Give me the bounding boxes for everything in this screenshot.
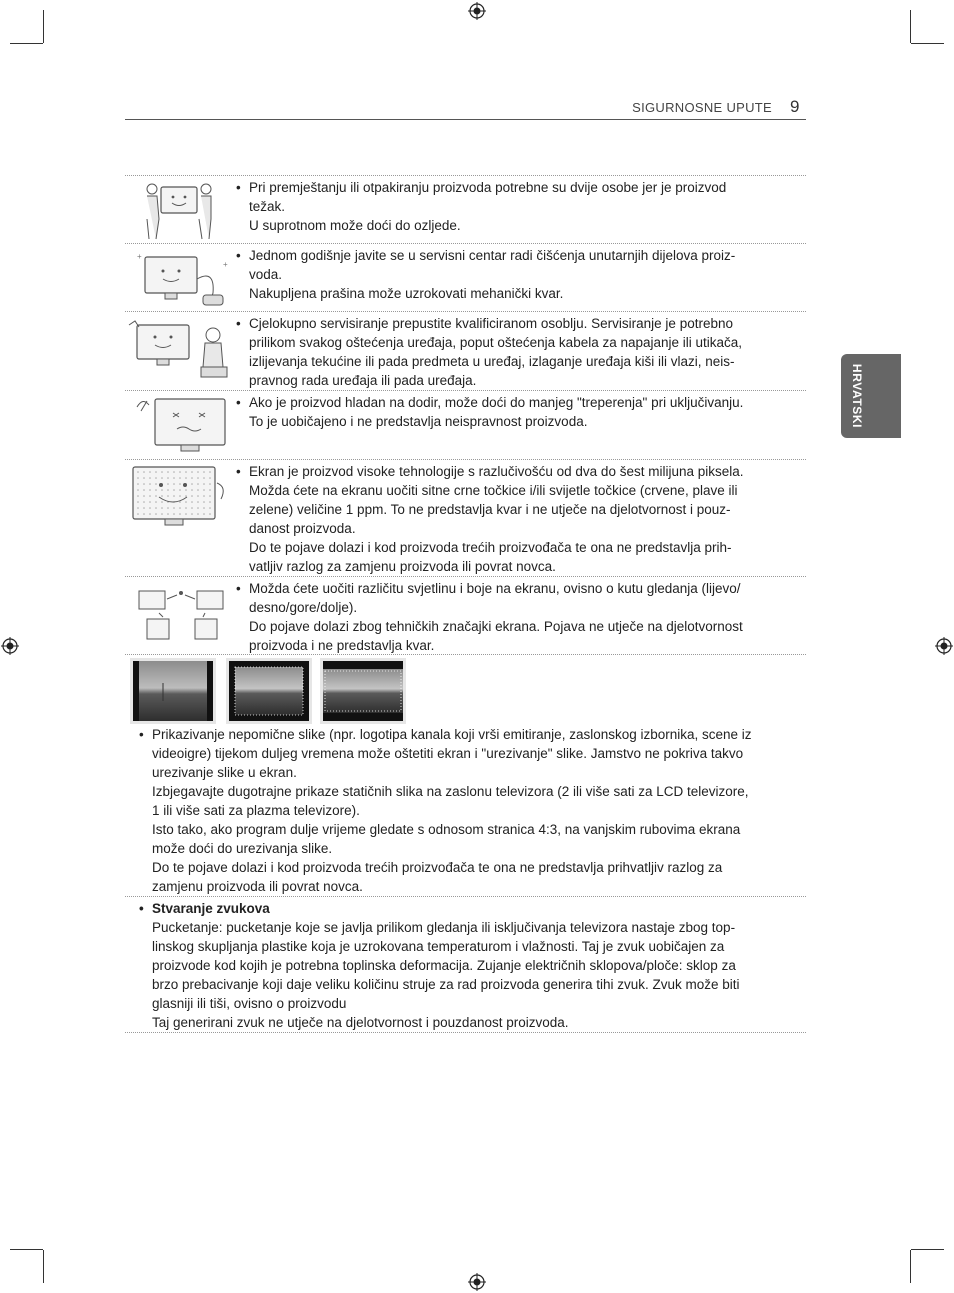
safety-item	[125, 311, 806, 390]
bullet: •	[139, 727, 144, 742]
text-line: Isto tako, ako program dulje vrijeme gledate s odnosom stranica 4:3, na vanjskim rubovima ekrana	[152, 822, 741, 837]
text-line: brzo prebacivanje koji daje veliku količinu struje za rad proizvoda generira tihi zvuk. Zvuk može biti	[152, 977, 740, 992]
text-line: izlijevanja tekućine ili pada predmeta u uređaj, izlaganje uređaja kiši ili vlazi, neis-	[249, 354, 735, 369]
bullet: •	[236, 316, 241, 331]
crosshair-circle-icon	[1, 637, 19, 655]
crop-mark	[43, 10, 44, 43]
text-line: Cjelokupno servisiranje prepustite kvalificiranom osoblju. Servisiranje je potrebno	[249, 316, 733, 331]
text-line: danost proizvoda.	[249, 521, 356, 536]
text-line: proizvoda i ne predstavlja kvar.	[249, 638, 435, 653]
text-line: Ako je proizvod hladan na dodir, može doći do manjeg "treperenja" pri uključivanju.	[249, 395, 744, 410]
sound-heading: Stvaranje zvukova	[152, 901, 270, 916]
text-line: Do te pojave dolazi i kod proizvoda trećih proizvođača te ona ne predstavlja prih-	[249, 540, 732, 555]
bullet: •	[139, 901, 144, 916]
text-line: Ekran je proizvod visoke tehnologije s razlučivošću od dva do šest milijuna piksela.	[249, 464, 744, 479]
text-line: prilikom svakog oštećenja uređaja, poput oštećenja kabela za napajanje ili utikača,	[249, 335, 743, 350]
section-title: SIGURNOSNE UPUTE	[632, 100, 772, 115]
crop-mark	[911, 1249, 944, 1250]
text-line: Taj generirani zvuk ne utječe na djelotvornost i pouzdanost proizvoda.	[152, 1015, 569, 1030]
text-line: Jednom godišnje javite se u servisni centar radi čišćenja unutarnjih dijelova proiz-	[249, 248, 736, 263]
tv-pixel-dots-icon	[129, 463, 233, 531]
text-line: Prikazivanje nepomične slike (npr. logotipa kanala koji vrši emitiranje, zaslonskog izbornika, scene iz	[152, 727, 752, 742]
image-retention-notice	[125, 723, 806, 895]
bullet: •	[236, 248, 241, 263]
sound-notice	[125, 897, 806, 1031]
safety-item	[125, 390, 806, 459]
landscape-photo-letterbox	[229, 661, 309, 721]
text-line: Možda ćete na ekranu uočiti sitne crne točkice i/ili svijetle točkice (crvene, plave ili	[249, 483, 738, 498]
text-line: 1 ili više sati za plazma televizore).	[152, 803, 360, 818]
safety-item	[125, 243, 806, 311]
crop-mark	[910, 10, 911, 43]
text-line: videoigre) tijekom duljeg vremena može oštetiti ekran i "urezivanje" slike. Jamstvo ne pokriva takvo	[152, 746, 744, 761]
image-retention-example	[130, 658, 216, 724]
header-rule	[125, 119, 806, 120]
landscape-photo-pillarbox	[133, 661, 213, 721]
tv-flickering-cold-icon	[131, 393, 231, 457]
crop-mark	[10, 1249, 43, 1250]
text-line: proizvode kod kojih je potrebna toplinska deformacija. Zujanje električnih sklopova/ploče: sklop za	[152, 958, 736, 973]
crop-mark	[910, 1250, 911, 1283]
text-line: voda.	[249, 267, 283, 282]
crop-mark	[10, 43, 43, 44]
text-line: Nakupljena prašina može uzrokovati mehanički kvar.	[249, 286, 564, 301]
text-line: zelene) veličine 1 ppm. To ne predstavlja kvar i ne utječe na djelotvornost i pouz-	[249, 502, 731, 517]
separator	[125, 654, 806, 655]
text-line: Do pojave dolazi zbog tehničkih značajki ekrana. Pojava ne utječe na djelotvornost	[249, 619, 743, 634]
safety-item	[125, 576, 806, 655]
text-line: težak.	[249, 199, 286, 214]
bullet: •	[236, 464, 241, 479]
bullet: •	[236, 581, 241, 596]
two-people-carrying-tv-icon	[143, 181, 215, 241]
language-tab	[841, 354, 901, 438]
text-line: zamjenu proizvoda ili povrat novca.	[152, 879, 363, 894]
text-line: linskog skupljanja plastike koja je uzrokovana temperaturom i vlažnosti. Taj je zvuk uobičajen za	[152, 939, 725, 954]
crosshair-circle-icon	[468, 1273, 486, 1291]
crosshair-circle-icon	[935, 637, 953, 655]
text-line: glasniji ili tiši, ovisno o proizvodu	[152, 996, 347, 1011]
page-number: 9	[790, 97, 800, 116]
bullet: •	[236, 180, 241, 195]
text-line: Do te pojave dolazi i kod proizvoda trećih proizvođača te ona ne predstavlja prihvatljiv razlog za	[152, 860, 723, 875]
safety-item	[125, 459, 806, 576]
text-line: U suprotnom može doći do ozljede.	[249, 218, 461, 233]
separator	[125, 1032, 806, 1033]
image-retention-example	[320, 658, 406, 724]
text-line: Pri premještanju ili otpakiranju proizvoda potrebne su dvije osobe jer je proizvod	[249, 180, 727, 195]
crop-mark	[911, 43, 944, 44]
safety-item	[125, 175, 806, 243]
text-line: vatljiv razlog za zamjenu proizvoda ili povrat novca.	[249, 559, 556, 574]
bullet: •	[236, 395, 241, 410]
text-line: desno/gore/dolje).	[249, 600, 358, 615]
svg-text:+: +	[223, 260, 228, 269]
text-line: urezivanje slike u ekran.	[152, 765, 297, 780]
text-line: To je uobičajeno i ne predstavlja neispravnost proizvoda.	[249, 414, 588, 429]
image-retention-example	[226, 658, 312, 724]
text-line: Pucketanje: pucketanje koje se javlja prilikom gledanja ili isključivanja televizora nastaje zbog top-	[152, 920, 736, 935]
tv-with-service-technician-icon	[127, 317, 237, 383]
text-line: može doći do urezivanja slike.	[152, 841, 333, 856]
landscape-photo-wide	[323, 661, 403, 721]
text-line: Možda ćete uočiti različitu svjetlinu i boje na ekranu, ovisno o kutu gledanja (lijevo/	[249, 581, 741, 596]
language-tab-label: HRVATSKI	[850, 363, 864, 429]
text-line: Izbjegavajte dugotrajne prikaze statičnih slika na zaslonu televizora (2 ili više sati za LCD televizore,	[152, 784, 749, 799]
tv-viewing-angles-icon	[133, 581, 233, 647]
crosshair-circle-icon	[468, 2, 486, 20]
tv-with-vacuum-cleaner-icon	[135, 249, 231, 309]
svg-text:+: +	[137, 252, 142, 261]
crop-mark	[43, 1250, 44, 1283]
text-line: pravnog rada uređaja ili pada uređaja.	[249, 373, 477, 388]
